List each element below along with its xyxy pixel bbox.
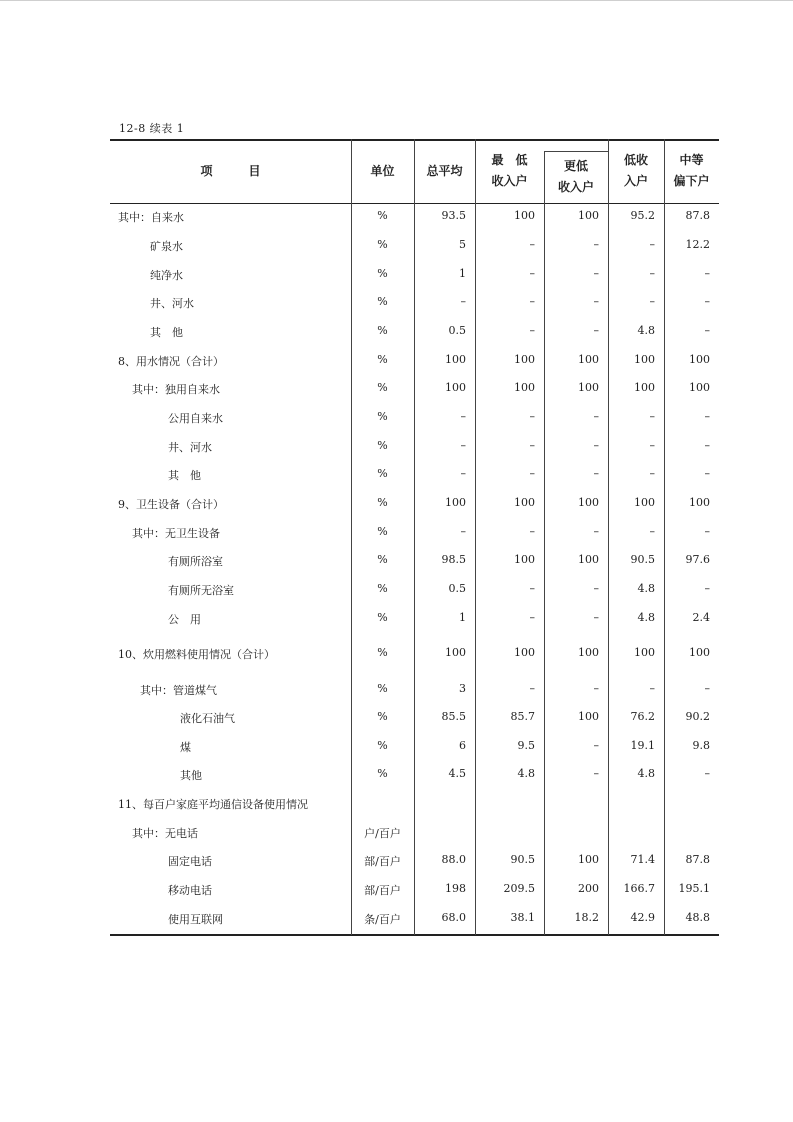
cell-poorer: – [593,682,599,695]
cell-low: 100 [634,646,655,659]
cell-lowest: 100 [514,553,535,566]
cell-unit: % [377,238,388,251]
cell-midlow: – [704,767,710,780]
cell-lowest: 100 [514,646,535,659]
cell-poorer: – [593,611,599,624]
cell-unit: % [377,611,388,624]
cell-lowest: – [529,410,535,423]
cell-midlow: – [704,582,710,595]
cell-unit: % [377,767,388,780]
cell-poorer: 200 [578,882,599,895]
row-label: 其中：无电话 [132,827,198,840]
header-unit: 单位 [370,164,395,178]
cell-unit: % [377,646,388,659]
data-table [110,139,719,935]
cell-unit: % [377,739,388,752]
poorer-header-box-top [544,151,608,152]
cell-low: 42.9 [630,911,655,924]
cell-poorer: – [593,410,599,423]
cell-avg: 98.5 [441,553,466,566]
header-poorer-line2: 收入户 [557,180,594,194]
cell-midlow: 9.8 [692,739,710,752]
table-caption: 12-8 续表 1 [119,122,185,135]
cell-unit: % [377,682,388,695]
cell-midlow: 100 [689,646,710,659]
row-label: 11、每百户家庭平均通信设备使用情况 [118,798,308,811]
cell-midlow: – [704,324,710,337]
cell-poorer: – [593,525,599,538]
cell-lowest: 85.7 [510,710,535,723]
cell-low: 4.8 [637,324,655,337]
header-poorer-line1: 更低 [563,159,588,173]
cell-low: – [649,439,655,452]
cell-low: 76.2 [630,710,655,723]
row-label: 其他 [180,769,202,782]
cell-lowest: 9.5 [517,739,535,752]
cell-unit: % [377,553,388,566]
cell-low: 166.7 [623,882,655,895]
cell-avg: – [460,295,466,308]
cell-low: 100 [634,381,655,394]
cell-midlow: 100 [689,496,710,509]
cell-midlow: – [704,682,710,695]
cell-lowest: – [529,238,535,251]
cell-poorer: 100 [578,553,599,566]
row-label: 其中：无卫生设备 [132,527,220,540]
cell-lowest: – [529,324,535,337]
cell-avg: 68.0 [441,911,466,924]
header-midlow-line2: 偏下户 [673,174,710,188]
row-label: 井、河水 [150,297,194,310]
cell-lowest: – [529,267,535,280]
cell-low: 95.2 [630,209,655,222]
cell-avg: 4.5 [448,767,466,780]
cell-unit: % [377,710,388,723]
cell-poorer: – [593,267,599,280]
cell-poorer: 100 [578,646,599,659]
cell-lowest: – [529,611,535,624]
cell-avg: 5 [459,238,466,251]
cell-lowest: – [529,467,535,480]
row-label: 固定电话 [168,855,212,868]
cell-avg: 1 [459,611,466,624]
cell-unit: % [377,525,388,538]
cell-midlow: 12.2 [685,238,710,251]
cell-midlow: 90.2 [685,710,710,723]
cell-avg: 198 [445,882,466,895]
cell-midlow: – [704,467,710,480]
cell-lowest: – [529,295,535,308]
cell-poorer: 100 [578,353,599,366]
cell-avg: 100 [445,496,466,509]
header-low-line2: 入户 [623,174,648,188]
cell-low: 19.1 [630,739,655,752]
cell-avg: 6 [459,739,466,752]
header-avg: 总平均 [426,164,463,178]
row-label: 其 他 [168,469,201,482]
header-lowest-line1: 最 低 [491,153,528,167]
row-label: 有厕所无浴室 [168,584,234,597]
cell-unit: % [377,267,388,280]
cell-poorer: – [593,739,599,752]
header-lowest-line2: 收入户 [491,174,528,188]
cell-low: – [649,410,655,423]
cell-low: – [649,238,655,251]
cell-low: 4.8 [637,611,655,624]
row-label: 其 他 [150,326,183,339]
cell-poorer: 100 [578,853,599,866]
cell-poorer: 18.2 [574,911,599,924]
cell-low: 90.5 [630,553,655,566]
cell-midlow: – [704,439,710,452]
cell-midlow: 48.8 [685,911,710,924]
row-label: 使用互联网 [168,913,223,926]
cell-poorer: – [593,767,599,780]
header-midlow-line1: 中等 [679,153,704,167]
cell-lowest: – [529,582,535,595]
cell-low: – [649,525,655,538]
cell-lowest: 90.5 [510,853,535,866]
row-label: 井、河水 [168,441,212,454]
cell-unit: % [377,582,388,595]
cell-lowest: 4.8 [517,767,535,780]
header-low-line1: 低收 [623,153,648,167]
cell-avg: – [460,467,466,480]
cell-midlow: 100 [689,353,710,366]
cell-lowest: 38.1 [510,911,535,924]
cell-unit: % [377,381,388,394]
cell-avg: – [460,525,466,538]
cell-low: 4.8 [637,582,655,595]
row-label: 移动电话 [168,884,212,897]
cell-avg: 100 [445,381,466,394]
header-item: 项 目 [200,164,261,178]
cell-lowest: 100 [514,209,535,222]
cell-low: 100 [634,496,655,509]
row-label: 有厕所浴室 [168,555,223,568]
cell-low: – [649,295,655,308]
cell-low: – [649,467,655,480]
row-label: 煤 [180,741,191,754]
cell-midlow: – [704,525,710,538]
row-label: 9、卫生设备（合计） [118,498,224,511]
cell-midlow: – [704,267,710,280]
cell-unit: % [377,439,388,452]
row-label: 公 用 [168,613,201,626]
cell-lowest: 209.5 [503,882,535,895]
cell-unit: 部/百户 [364,855,401,868]
cell-poorer: – [593,238,599,251]
cell-avg: – [460,410,466,423]
cell-avg: 100 [445,353,466,366]
cell-unit: % [377,496,388,509]
cell-poorer: 100 [578,710,599,723]
cell-poorer: 100 [578,496,599,509]
cell-unit: 条/百户 [364,913,401,926]
row-label: 10、炊用燃料使用情况（合计） [118,648,275,661]
cell-midlow: 87.8 [685,209,710,222]
cell-avg: – [460,439,466,452]
cell-unit: % [377,209,388,222]
cell-lowest: – [529,439,535,452]
row-label: 8、用水情况（合计） [118,355,224,368]
cell-lowest: 100 [514,353,535,366]
cell-unit: 部/百户 [364,884,401,897]
cell-poorer: 100 [578,381,599,394]
cell-unit: % [377,295,388,308]
cell-midlow: 87.8 [685,853,710,866]
cell-unit: % [377,353,388,366]
cell-low: – [649,682,655,695]
cell-unit: % [377,324,388,337]
row-label: 其中：管道煤气 [140,684,217,697]
cell-low: 71.4 [630,853,655,866]
cell-midlow: 97.6 [685,553,710,566]
cell-poorer: – [593,439,599,452]
cell-avg: 3 [459,682,466,695]
row-label: 其中：独用自来水 [132,383,220,396]
cell-lowest: – [529,525,535,538]
cell-low: 4.8 [637,767,655,780]
cell-midlow: – [704,295,710,308]
cell-poorer: – [593,324,599,337]
cell-lowest: 100 [514,381,535,394]
cell-unit: % [377,410,388,423]
cell-midlow: – [704,410,710,423]
cell-avg: 88.0 [441,853,466,866]
row-label: 公用自来水 [168,412,223,425]
row-label: 液化石油气 [180,712,235,725]
cell-midlow: 100 [689,381,710,394]
cell-low: – [649,267,655,280]
row-label: 矿泉水 [150,240,183,253]
cell-poorer: – [593,467,599,480]
cell-poorer: – [593,582,599,595]
cell-lowest: – [529,682,535,695]
cell-lowest: 100 [514,496,535,509]
cell-avg: 93.5 [441,209,466,222]
cell-low: 100 [634,353,655,366]
cell-avg: 0.5 [448,324,466,337]
cell-avg: 1 [459,267,466,280]
page-top-border [0,0,793,1]
cell-unit: 户/百户 [364,827,401,840]
cell-poorer: 100 [578,209,599,222]
cell-avg: 100 [445,646,466,659]
row-label: 其中：自来水 [118,211,184,224]
row-label: 纯净水 [150,269,183,282]
cell-avg: 0.5 [448,582,466,595]
cell-midlow: 2.4 [692,611,710,624]
cell-poorer: – [593,295,599,308]
cell-avg: 85.5 [441,710,466,723]
cell-midlow: 195.1 [678,882,710,895]
cell-unit: % [377,467,388,480]
